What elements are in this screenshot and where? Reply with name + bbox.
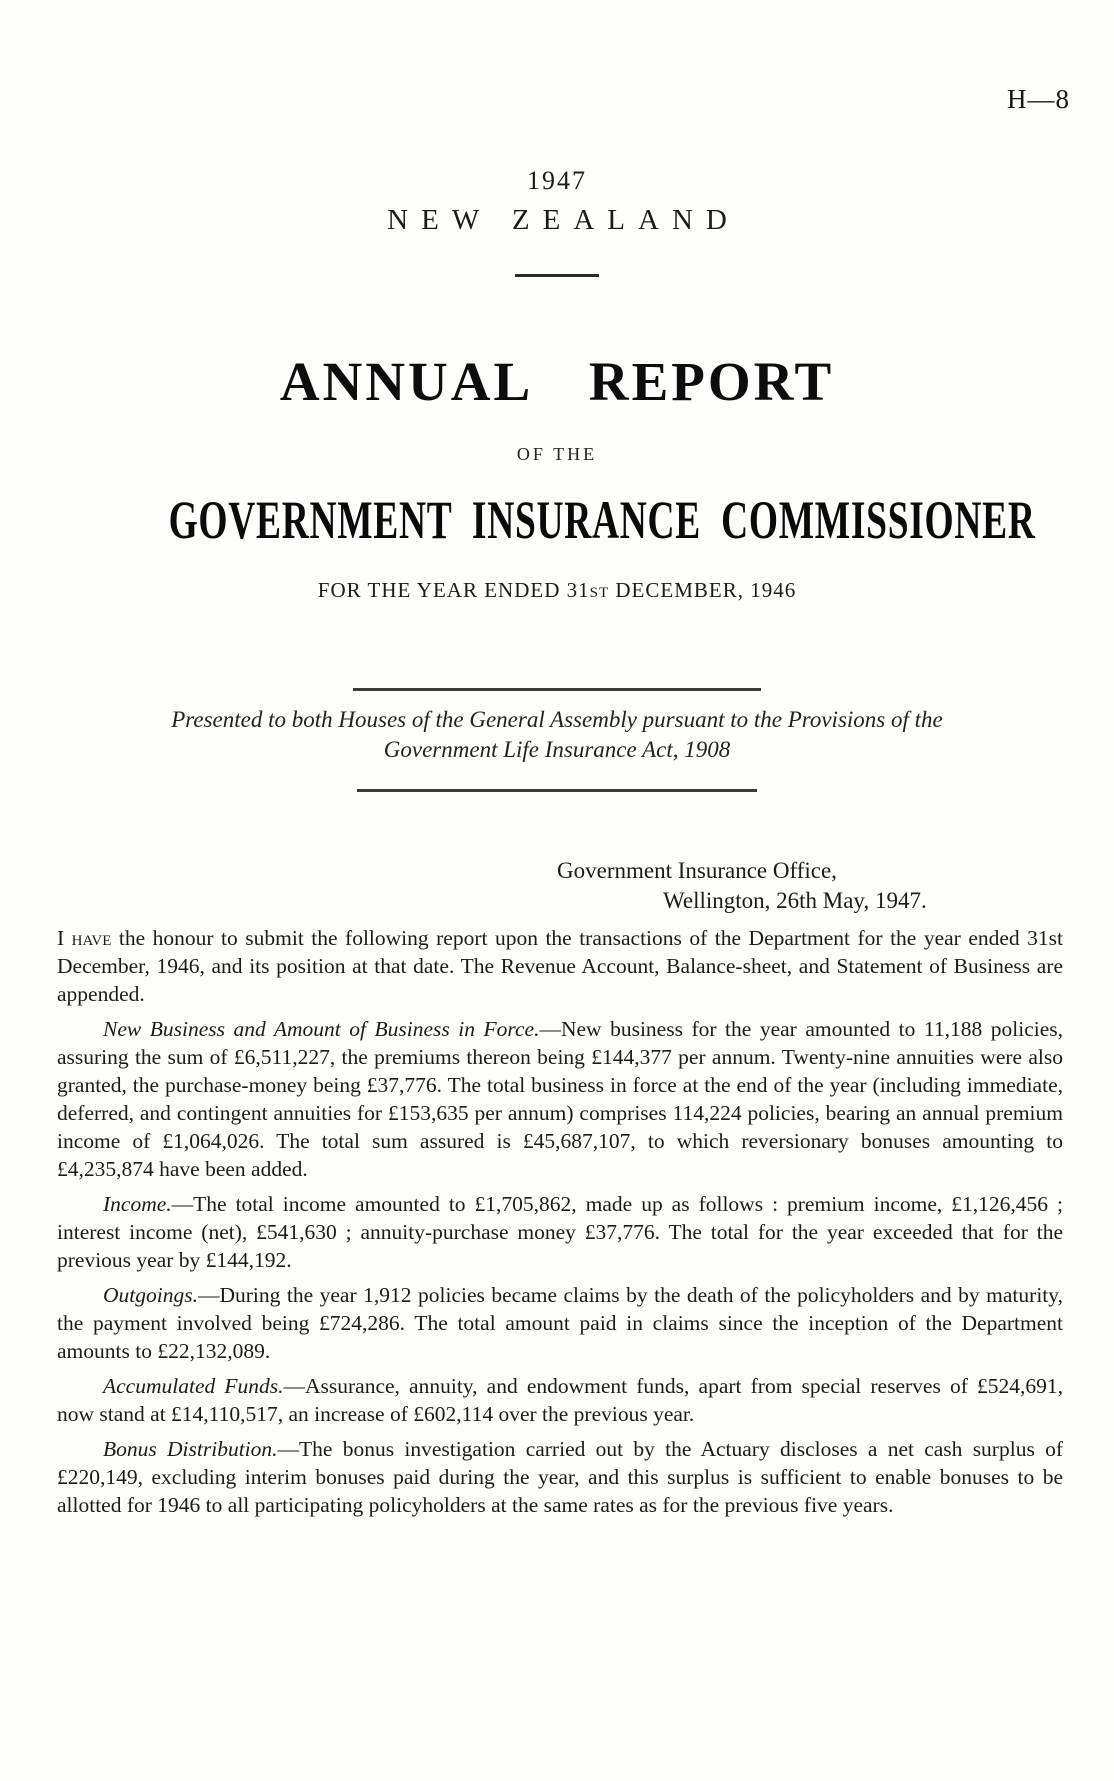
paragraph-income	[57, 1190, 1063, 1274]
paragraph-bonus-distribution	[57, 1435, 1063, 1519]
report-title: ANNUAL REPORT	[279, 351, 835, 412]
paragraph-introduction	[57, 924, 1063, 1008]
paragraph-body: —The bonus investigation carried out by the Actuary discloses a net cash surplus of £220,149, excluding interim bonuses paid during the year, and this surplus is sufficient to enable bonuses to be allotted for 1946 to all participating policyholders at the same rates as for the previous five years.	[57, 1437, 1063, 1517]
paragraph-outgoings	[57, 1281, 1063, 1365]
paragraph-new-business	[57, 1015, 1063, 1183]
paragraph-lead: I have	[57, 926, 112, 950]
office-line: Government Insurance Office,	[557, 858, 837, 883]
commissioner-title: GOVERNMENT INSURANCE COMMISSIONER	[168, 491, 1036, 551]
paragraph-lead: Outgoings.	[103, 1283, 198, 1307]
presented-line-1: Presented to both Houses of the General Assembly pursuant to the Provisions of the	[171, 707, 943, 732]
report-year: 1947	[527, 166, 587, 195]
presented-note	[0, 705, 1114, 765]
presented-line-2: Government Life Insurance Act, 1908	[383, 737, 731, 762]
paragraph-lead: Income.	[103, 1192, 172, 1216]
paragraph-body: the honour to submit the following report upon the transactions of the Department for the year ended 31st December, 1946, and its position at that date. The Revenue Account, Balance-sheet, and Statement of Business are appended.	[57, 926, 1063, 1006]
paragraph-body: —During the year 1,912 policies became claims by the death of the policyholders and by maturity, the payment involved being £724,286. The total amount paid in claims since the inception of the Department amounts to £22,132,089.	[57, 1283, 1063, 1363]
paragraph-accumulated-funds	[57, 1372, 1063, 1428]
paragraph-body: —New business for the year amounted to 11,188 policies, assuring the sum of £6,511,227, the premiums thereon being £144,377 per annum. Twenty-nine annuities were also granted, the purchase-money being £37,776. The total business in force at the end of the year (including immediate, deferred, and contingent annuities for £153,635 per annum) comprises 114,224 policies, bearing an annual premium income of £1,064,026. The total sum assured is £45,687,107, to which reversionary bonuses amounting to £4,235,874 have been added.	[57, 1017, 1064, 1181]
divider-bottom	[357, 789, 757, 792]
paragraph-body: —The total income amounted to £1,705,862, made up as follows : premium income, £1,126,456 ; interest income (net), £541,630 ; annuity-purchase money £37,776. The total for the year exceeded that for the previous year by £144,192.	[57, 1192, 1063, 1272]
paragraph-lead: Accumulated Funds.	[103, 1374, 284, 1398]
divider-short	[515, 274, 599, 277]
report-body	[57, 924, 1063, 1526]
paragraph-body: —Assurance, annuity, and endowment funds, apart from special reserves of £524,691, now stand at £14,110,517, an increase of £602,114 over the previous year.	[57, 1374, 1063, 1426]
period-line: FOR THE YEAR ENDED 31st DECEMBER, 1946	[317, 578, 797, 602]
commissioner-title-wrap	[0, 490, 1114, 549]
paper-reference: H—8	[1007, 84, 1070, 114]
paragraph-lead: New Business and Amount of Business in Force.	[103, 1017, 540, 1041]
country-name: NEW ZEALAND	[387, 204, 740, 236]
of-the-label: OF THE	[516, 444, 598, 464]
paragraph-lead: Bonus Distribution.	[103, 1437, 278, 1461]
divider-top	[353, 688, 761, 691]
date-line: Wellington, 26th May, 1947.	[663, 888, 927, 913]
